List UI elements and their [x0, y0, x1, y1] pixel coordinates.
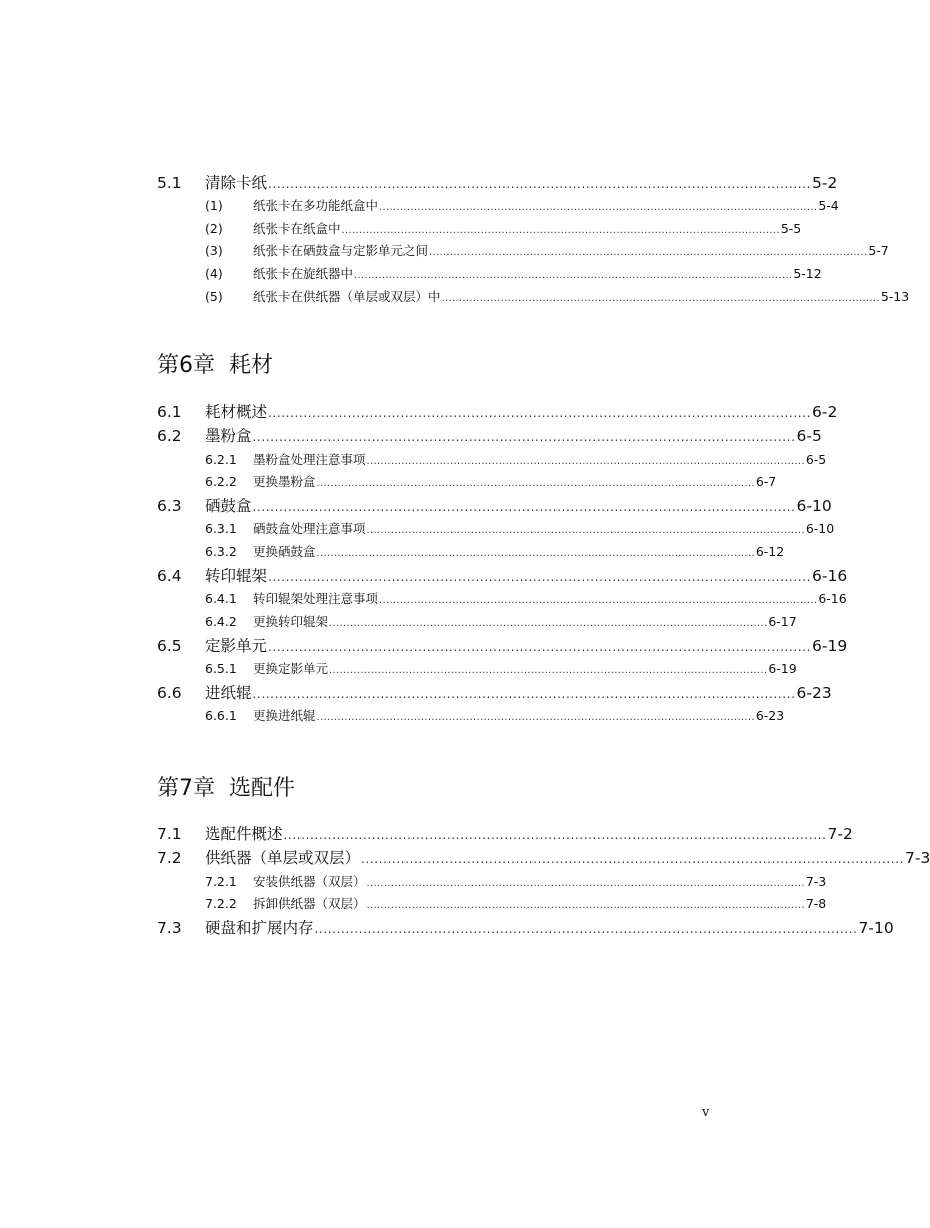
- dot-leader: ..............................................................................................................................: [316, 478, 755, 489]
- entry-number: (3): [205, 243, 223, 258]
- dot-leader: ..............................................................................................................................: [379, 202, 818, 213]
- entry-title: 更换墨粉盒: [253, 474, 316, 489]
- entry-number: 6.2.2: [205, 474, 237, 489]
- dot-leader: ..............................................................................................................................: [316, 712, 755, 723]
- entry-page: 7-10: [858, 919, 894, 937]
- entry-page: 6-7: [755, 474, 777, 489]
- toc-entry[interactable]: [157, 171, 838, 193]
- entry-title: 纸张卡在多功能纸盒中: [253, 198, 379, 213]
- dot-leader: ..............................................................................................................................: [379, 595, 818, 606]
- entry-number: 6.4.2: [205, 614, 237, 629]
- entry-page: 6-10: [796, 497, 832, 515]
- entry-title: 硒鼓盒处理注意事项: [253, 521, 366, 536]
- toc-entry[interactable]: [205, 196, 839, 216]
- entry-page: 5-12: [793, 266, 822, 281]
- entry-number: 6.1: [157, 403, 182, 421]
- toc-entry[interactable]: [157, 681, 832, 703]
- toc-entry[interactable]: [205, 450, 827, 470]
- entry-title: 墨粉盒处理注意事项: [253, 452, 366, 467]
- toc-entry[interactable]: [205, 219, 802, 239]
- dot-leader: ...........................................................................................................................: [268, 640, 811, 654]
- entry-number: (5): [205, 289, 223, 304]
- entry-title: 更换硒鼓盒: [253, 544, 316, 559]
- entry-page: 6-5: [805, 452, 827, 467]
- dot-leader: ..............................................................................................................................: [441, 293, 880, 304]
- entry-number: 6.2.1: [205, 452, 237, 467]
- entry-title: 转印辊架处理注意事项: [253, 591, 379, 606]
- entry-page: 5-4: [818, 198, 839, 213]
- entry-page: 6-16: [812, 567, 848, 585]
- entry-number: 5.1: [157, 174, 182, 192]
- entry-page: 7-3: [905, 849, 930, 867]
- dot-leader: ..............................................................................................................................: [329, 665, 768, 676]
- entry-number: 6.3: [157, 497, 182, 515]
- dot-leader: ..............................................................................................................................: [366, 900, 805, 911]
- entry-page: 7-3: [805, 874, 827, 889]
- entry-number: 6.5.1: [205, 661, 237, 676]
- chapter-title: 选配件: [229, 776, 296, 801]
- entry-page: 6-23: [796, 684, 832, 702]
- entry-title: 清除卡纸: [205, 174, 268, 192]
- toc-entry[interactable]: [205, 659, 797, 679]
- entry-number: (4): [205, 266, 223, 281]
- entry-title: 更换定影单元: [253, 661, 329, 676]
- dot-leader: ...........................................................................................................................: [252, 687, 796, 701]
- toc-entry[interactable]: [205, 589, 847, 609]
- toc-entry[interactable]: [157, 916, 894, 938]
- dot-leader: ..............................................................................................................................: [316, 548, 755, 559]
- entry-page: 6-19: [812, 637, 848, 655]
- entry-title: 纸张卡在硒鼓盒与定影单元之间: [253, 243, 429, 258]
- dot-leader: ...........................................................................................................................: [283, 828, 827, 842]
- entry-number: 7.2.1: [205, 874, 237, 889]
- entry-page: 6-19: [768, 661, 797, 676]
- entry-title: 转印辊架: [205, 567, 268, 585]
- dot-leader: ...........................................................................................................................: [252, 500, 796, 514]
- chapter-title: 耗材: [229, 353, 274, 378]
- entry-number: (2): [205, 221, 223, 236]
- toc-entry[interactable]: [205, 519, 835, 539]
- entry-title: 安装供纸器（双层）: [253, 874, 366, 889]
- entry-title: 硬盘和扩展内存: [205, 919, 314, 937]
- toc-entry[interactable]: [205, 241, 889, 261]
- chapter-6-heading: [157, 348, 273, 379]
- dot-leader: ...........................................................................................................................: [268, 570, 811, 584]
- toc-entry[interactable]: [157, 494, 832, 516]
- toc-entry[interactable]: [157, 564, 848, 586]
- dot-leader: ..............................................................................................................................: [354, 270, 793, 281]
- entry-title: 供纸器（单层或双层）: [205, 849, 361, 867]
- toc-entry[interactable]: [205, 264, 822, 284]
- dot-leader: ...........................................................................................................................: [252, 430, 796, 444]
- toc-entry[interactable]: [205, 542, 785, 562]
- dot-leader: ...........................................................................................................................: [268, 177, 811, 191]
- chapter-label: 第7章: [157, 776, 215, 801]
- toc-entry[interactable]: [157, 424, 822, 446]
- entry-page: 5-2: [812, 174, 838, 192]
- entry-number: (1): [205, 198, 223, 213]
- entry-page: 6-17: [768, 614, 797, 629]
- dot-leader: ..............................................................................................................................: [329, 618, 768, 629]
- entry-page: 6-5: [796, 427, 822, 445]
- entry-number: 6.4.1: [205, 591, 237, 606]
- chapter-7-heading: [157, 771, 295, 802]
- dot-leader: ..............................................................................................................................: [429, 247, 868, 258]
- chapter-label: 第6章: [157, 353, 215, 378]
- entry-title: 选配件概述: [205, 825, 283, 843]
- toc-entry[interactable]: [205, 612, 797, 632]
- toc-entry[interactable]: [205, 872, 827, 892]
- entry-number: 6.2: [157, 427, 182, 445]
- entry-page: 6-2: [812, 403, 838, 421]
- entry-page: 6-16: [818, 591, 847, 606]
- entry-title: 硒鼓盒: [205, 497, 252, 515]
- entry-title: 进纸辊: [205, 684, 252, 702]
- entry-page: 6-12: [755, 544, 785, 559]
- dot-leader: ..............................................................................................................................: [366, 456, 805, 467]
- entry-number: 6.4: [157, 567, 182, 585]
- entry-page: 6-23: [755, 708, 785, 723]
- entry-number: 6.3.2: [205, 544, 237, 559]
- page-number: v: [702, 1105, 710, 1120]
- entry-title: 纸张卡在供纸器（单层或双层）中: [253, 289, 441, 304]
- entry-title: 拆卸供纸器（双层）: [253, 896, 366, 911]
- entry-page: 5-13: [880, 289, 910, 304]
- entry-number: 7.2.2: [205, 896, 237, 911]
- entry-number: 7.1: [157, 825, 182, 843]
- entry-title: 更换转印辊架: [253, 614, 329, 629]
- toc-entry[interactable]: [205, 472, 777, 492]
- entry-number: 6.3.1: [205, 521, 237, 536]
- dot-leader: ...........................................................................................................................: [268, 406, 811, 420]
- entry-title: 耗材概述: [205, 403, 268, 421]
- entry-title: 墨粉盒: [205, 427, 252, 445]
- entry-number: 7.3: [157, 919, 182, 937]
- toc-entry[interactable]: [205, 706, 785, 726]
- entry-page: 6-10: [805, 521, 835, 536]
- toc-entry[interactable]: [205, 287, 910, 307]
- entry-number: 6.5: [157, 637, 182, 655]
- dot-leader: ..............................................................................................................................: [366, 525, 805, 536]
- entry-title: 定影单元: [205, 637, 268, 655]
- entry-number: 6.6: [157, 684, 182, 702]
- entry-page: 5-5: [780, 221, 802, 236]
- toc-entry[interactable]: [157, 634, 848, 656]
- entry-page: 5-7: [868, 243, 889, 258]
- entry-page: 7-8: [805, 896, 827, 911]
- toc-entry[interactable]: [205, 894, 827, 914]
- dot-leader: ..............................................................................................................................: [366, 878, 805, 889]
- entry-number: 7.2: [157, 849, 182, 867]
- entry-title: 更换进纸辊: [253, 708, 316, 723]
- entry-title: 纸张卡在纸盒中: [253, 221, 341, 236]
- entry-title: 纸张卡在旋纸器中: [253, 266, 354, 281]
- entry-page: 7-2: [827, 825, 853, 843]
- dot-leader: ...........................................................................................................................: [361, 852, 904, 866]
- dot-leader: ...........................................................................................................................: [314, 922, 858, 936]
- entry-number: 6.6.1: [205, 708, 237, 723]
- toc-entry[interactable]: [157, 822, 853, 844]
- toc-entry[interactable]: [157, 846, 930, 868]
- toc-entry[interactable]: [157, 400, 838, 422]
- dot-leader: ..............................................................................................................................: [341, 225, 780, 236]
